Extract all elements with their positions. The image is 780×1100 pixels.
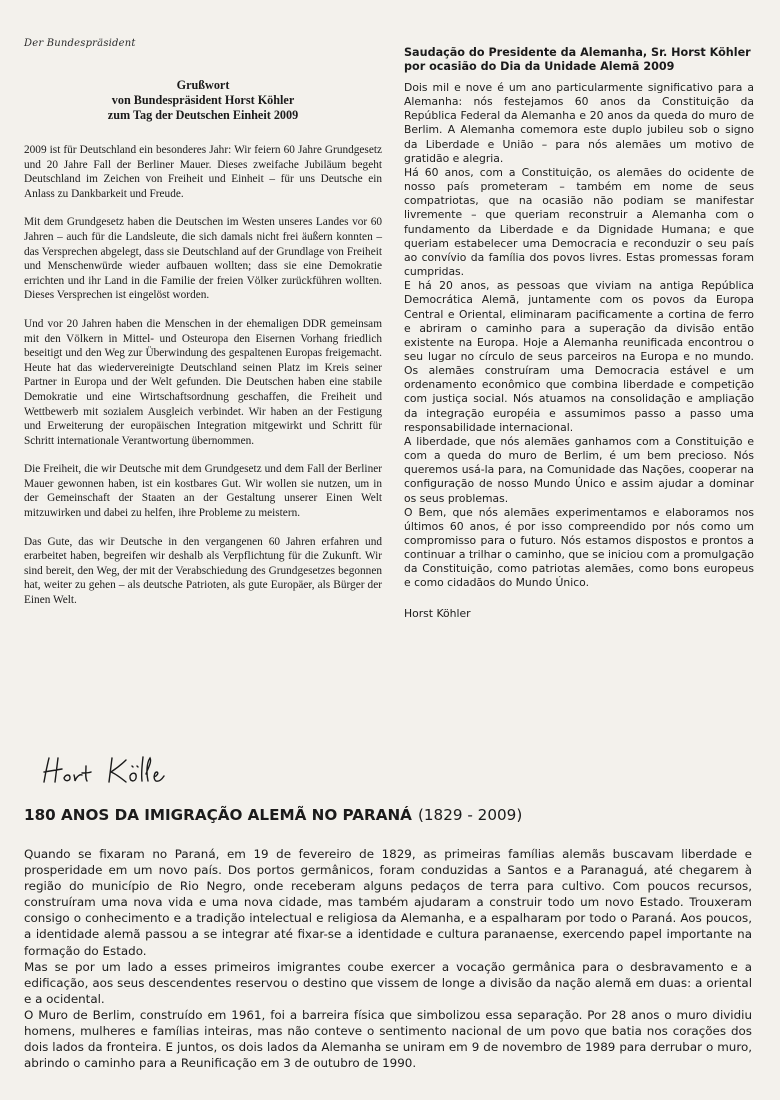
portuguese-title: Saudação do Presidente da Alemanha, Sr. Horst Köhler por ocasião do Dia da Unidade Alemã 2009: [404, 46, 751, 73]
german-paragraph: Mit dem Grundgesetz haben die Deutschen im Westen unseres Landes vor 60 Jahren – auch für die Landsleute, die sich damals nicht frei äußern konnten – das Versprechen abgelegt, dass sie Deutschland auf der Grundlage von Freiheit und Menschenwürde wieder aufbauen wollten; dass sie eine Demokratie errichten und ihr Land in die Familie der freien Völker zurückführen wollten. Dieses Versprechen ist eingelöst worden.: [24, 216, 382, 302]
german-column: [24, 78, 382, 622]
letterhead: Der Bundespräsident: [24, 38, 136, 49]
german-paragraph: Die Freiheit, die wir Deutsche mit dem Grundgesetz und dem Fall der Berliner Mauer gewonnen haben, ist ein kostbares Gut. Wir wollen sie nutzen, um in der Gemeinschaft der Staaten an der Gestaltung unserer Einen Welt mitzuwirken und dabei zu helfen, ihre Probleme zu meistern.: [24, 463, 382, 520]
portuguese-paragraph: O Bem, que nós alemães experimentamos e elaboramos nos últimos 60 anos, é por isso compreendido por nós como um compromisso para o futuro. Nós estamos dispostos e prontos a continuar a trilhar o caminho, que se iniciou com a promulgação da Constituição, como patriotas alemães, como bons europeus e como cidadãos do Mundo Único.: [404, 505, 754, 590]
german-paragraph: Und vor 20 Jahren haben die Menschen in der ehemaligen DDR gemeinsam mit den Völkern in Mittel- und Osteuropa den Eisernen Vorhang friedlich beseitigt und den Weg zur Überwindung des gespaltenen Europas freigemacht. Heute hat das wiedervereinigte Deutschland seinen Platz im Kreis seiner Partner in Europa und der Welt gefunden. Die Deutschen haben eine stabile Demokratie und eine Wirtschaftsordnung geschaffen, die Freiheit und Wettbewerb mit sozialem Ausgleich verbindet. Wir haben an der Festigung und Erweiterung der europäischen Integration mitgewirkt und Schritt für Schritt internationale Verantwortung übernommen.: [24, 317, 382, 447]
german-paragraph: 2009 ist für Deutschland ein besonderes Jahr: Wir feiern 60 Jahre Grundgesetz und 20 Jahre Fall der Berliner Mauer. Dieses zweifache Jubiläum begeht Deutschland im Zeichen von Freiheit und Einheit – für uns Deutsche ein Anlass zu Dankbarkeit und Freude.: [24, 144, 382, 200]
section-heading-title: 180 ANOS DA IMIGRAÇÃO ALEMÃ NO PARANÁ: [24, 806, 412, 824]
handwritten-signature: [40, 752, 190, 788]
german-title-line: von Bundespräsident Horst Köhler: [111, 93, 295, 107]
portuguese-paragraph: E há 20 anos, as pessoas que viviam na antiga República Democrática Alemã, juntamente com os povos da Europa Central e Oriental, eliminaram pacificamente a cortina de ferro e abriram o caminho para a superação da divisão então existente na Europa. Hoje a Alemanha reunificada encontrou o seu lugar no círculo de seus parceiros na Europa e no mundo. Os alemães construíram uma Democracia estável e um ordenamento econômico que combina liberdade e competição com justiça social. Nós atuamos na consolidação e ampliação da integração européia e assumimos passo a passo uma responsabilidade internacional.: [404, 279, 754, 434]
section-heading: [24, 806, 764, 824]
german-title-line: Grußwort: [176, 78, 230, 92]
section-paragraph: Quando se fixaram no Paraná, em 19 de fevereiro de 1829, as primeiras famílias alemãs buscavam liberdade e prosperidade em um novo país. Dos portos germânicos, foram conduzidas a Santos e a Paranaguá, até chegarem à região do município de Rio Negro, onde receberam alguns pedaços de terra para cultivo. Com poucos recursos, construíram uma nova vida e uma nova cidade, mas também ajudaram a construir todo um novo Estado. Trouxeram consigo o conhecimento e a tradição intelectual e religiosa da Alemanha, e a espalharam por todo o Paraná. Aos poucos, a identidade alemã passou a se integrar até fixar-se a identidade e cultura paranaense, exercendo papel importante na formação do Estado.: [24, 847, 752, 958]
portuguese-paragraph: Dois mil e nove é um ano particularmente significativo para a Alemanha: nós festejamos 60 anos da Constituição da República Federal da Alemanha e 20 anos da queda do muro de Berlim. A Alemanha comemora este duplo jubileu sob o signo da Liberdade e União – para nós alemães um motivo de gratidão e alegria.: [404, 81, 754, 165]
portuguese-paragraph: Há 60 anos, com a Constituição, os alemães do ocidente de nosso país prometeram – também em nome de seus compatriotas, que na ocasião não podiam se manifestar livremente – que queriam reconstruir a Alemanha com o fundamento da Liberdade e da Dignidade Humana; e que queriam estabelecer uma Democracia e reconduzir o seu país ao convívio da família dos povos livres. Estas promessas foram cumpridas.: [404, 165, 754, 279]
section-paragraph: O Muro de Berlim, construído em 1961, foi a barreira física que simbolizou essa separação. Por 28 anos o muro dividiu homens, mulheres e famílias inteiras, mas não conteve o sentimento nacional de um povo que batia nos corações dos dois lados da fronteira. E juntos, os dois lados da Alemanha se uniram em 9 de novembro de 1989 para derrubar o muro, abrindo o caminho para a Reunificação em 3 de outubro de 1990.: [24, 1007, 752, 1071]
german-title: [24, 78, 382, 123]
german-paragraph: Das Gute, das wir Deutsche in den vergangenen 60 Jahren erfahren und erarbeitet haben, begreifen wir deshalb als Verpflichtung für die Zukunft. Wir sind bereit, den Weg, der mit der Verabschiedung des Grundgesetzes begonnen hat, weiter zu gehen – als deutsche Patrioten, als gute Europäer, als Bürger der Einen Welt.: [24, 535, 382, 607]
section-heading-years: (1829 - 2009): [417, 806, 523, 824]
german-title-line: zum Tag der Deutschen Einheit 2009: [107, 108, 299, 122]
portuguese-paragraph: A liberdade, que nós alemães ganhamos com a Constituição e com a queda do muro de Berlim, é um bem precioso. Nós queremos usá-la para, na Comunidade das Nações, cooperar na configuração de nosso Mundo Único e assim ajudar a dominar os seus problemas.: [404, 434, 754, 505]
portuguese-column: [404, 46, 754, 621]
section-body: [24, 846, 752, 1071]
portuguese-author: Horst Köhler: [404, 606, 471, 620]
section-paragraph: Mas se por um lado a esses primeiros imigrantes coube exercer a vocação germânica para o desbravamento e a edificação, aos seus descendentes reservou o destino que vissem de longe a divisão da nação alemã em duas: a oriental e a ocidental.: [24, 959, 752, 1006]
